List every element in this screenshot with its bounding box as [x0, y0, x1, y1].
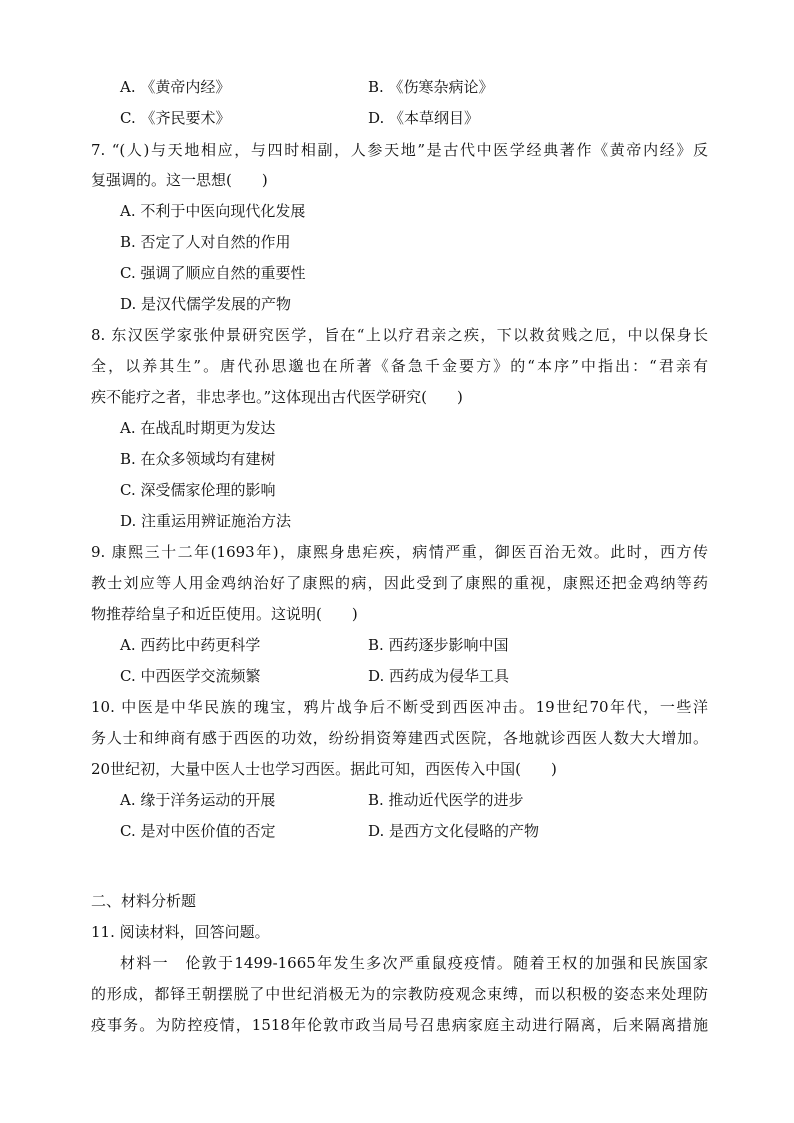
q6-option-c: C. 《齐民要术》: [120, 109, 231, 127]
q10-stem-line-1: 10. 中医是中华民族的瑰宝，鸦片战争后不断受到西医冲击。19世纪70年代，一些洋: [91, 698, 708, 716]
q8-option-c: C. 深受儒家伦理的影响: [120, 481, 276, 499]
material1-line-3: 疫事务。为防控疫情，1518年伦敦市政当局号召患病家庭主动进行隔离，后来隔离措施: [91, 1016, 708, 1034]
q8-stem-line-2: 全，以养其生”。唐代孙思邈也在所著《备急千金要方》的“本序”中指出：“君亲有: [91, 357, 708, 375]
q8-stem-line-1: 8. 东汉医学家张仲景研究医学，旨在“上以疗君亲之疾，下以救贫贱之厄，中以保身长: [91, 326, 708, 344]
q9-option-c: C. 中西医学交流频繁: [120, 667, 261, 685]
q8-option-d: D. 注重运用辨证施治方法: [120, 512, 292, 530]
q10-stem-line-2: 务人士和绅商有感于西医的功效，纷纷捐资筹建西式医院，各地就诊西医人数大大增加。: [91, 729, 708, 747]
section-heading: 二、材料分析题: [91, 892, 197, 910]
q6-option-d: D. 《本草纲目》: [368, 109, 480, 127]
q10-stem-line-3: 20世纪初，大量中医人士也学习西医。据此可知，西医传入中国( ): [91, 760, 557, 778]
q10-option-d: D. 是西方文化侵略的产物: [368, 822, 540, 840]
q7-option-c: C. 强调了顺应自然的重要性: [120, 264, 306, 282]
q6-option-b: B. 《伤寒杂病论》: [368, 78, 494, 96]
q7-stem-line-1: 7. “(人)与天地相应，与四时相副，人参天地”是古代中医学经典著作《黄帝内经》反: [91, 141, 708, 159]
q8-option-b: B. 在众多领域均有建树: [120, 450, 276, 468]
q10-option-c: C. 是对中医价值的否定: [120, 822, 276, 840]
q10-option-b: B. 推动近代医学的进步: [368, 791, 524, 809]
q9-option-a: A. 西药比中药更科学: [120, 636, 261, 654]
material1-line-2: 的形成，都铎王朝摆脱了中世纪消极无为的宗教防疫观念束缚，而以积极的姿态来处理防: [91, 985, 708, 1003]
q11-stem: 11. 阅读材料，回答问题。: [91, 923, 270, 941]
q7-option-b: B. 否定了人对自然的作用: [120, 233, 291, 251]
q9-option-b: B. 西药逐步影响中国: [368, 636, 509, 654]
q8-stem-line-3: 疾不能疗之者，非忠孝也。”这体现出古代医学研究( ): [91, 388, 463, 406]
q7-stem-line-2: 复强调的。这一思想( ): [91, 171, 268, 189]
q10-option-a: A. 缘于洋务运动的开展: [120, 791, 276, 809]
q6-option-a: A. 《黄帝内经》: [120, 78, 231, 96]
material1-line-1: 材料一 伦敦于1499-1665年发生多次严重鼠疫疫情。随着王权的加强和民族国家: [120, 954, 708, 972]
q7-option-d: D. 是汉代儒学发展的产物: [120, 295, 292, 313]
q9-stem-line-2: 教士刘应等人用金鸡纳治好了康熙的病，因此受到了康熙的重视，康熙还把金鸡纳等药: [91, 574, 708, 592]
q9-stem-line-3: 物推荐给皇子和近臣使用。这说明( ): [91, 605, 358, 623]
q8-option-a: A. 在战乱时期更为发达: [120, 419, 276, 437]
q9-option-d: D. 西药成为侵华工具: [368, 667, 510, 685]
q7-option-a: A. 不利于中医向现代化发展: [120, 202, 306, 220]
q9-stem-line-1: 9. 康熙三十二年(1693年)，康熙身患疟疾，病情严重，御医百治无效。此时，西方传: [91, 543, 708, 561]
